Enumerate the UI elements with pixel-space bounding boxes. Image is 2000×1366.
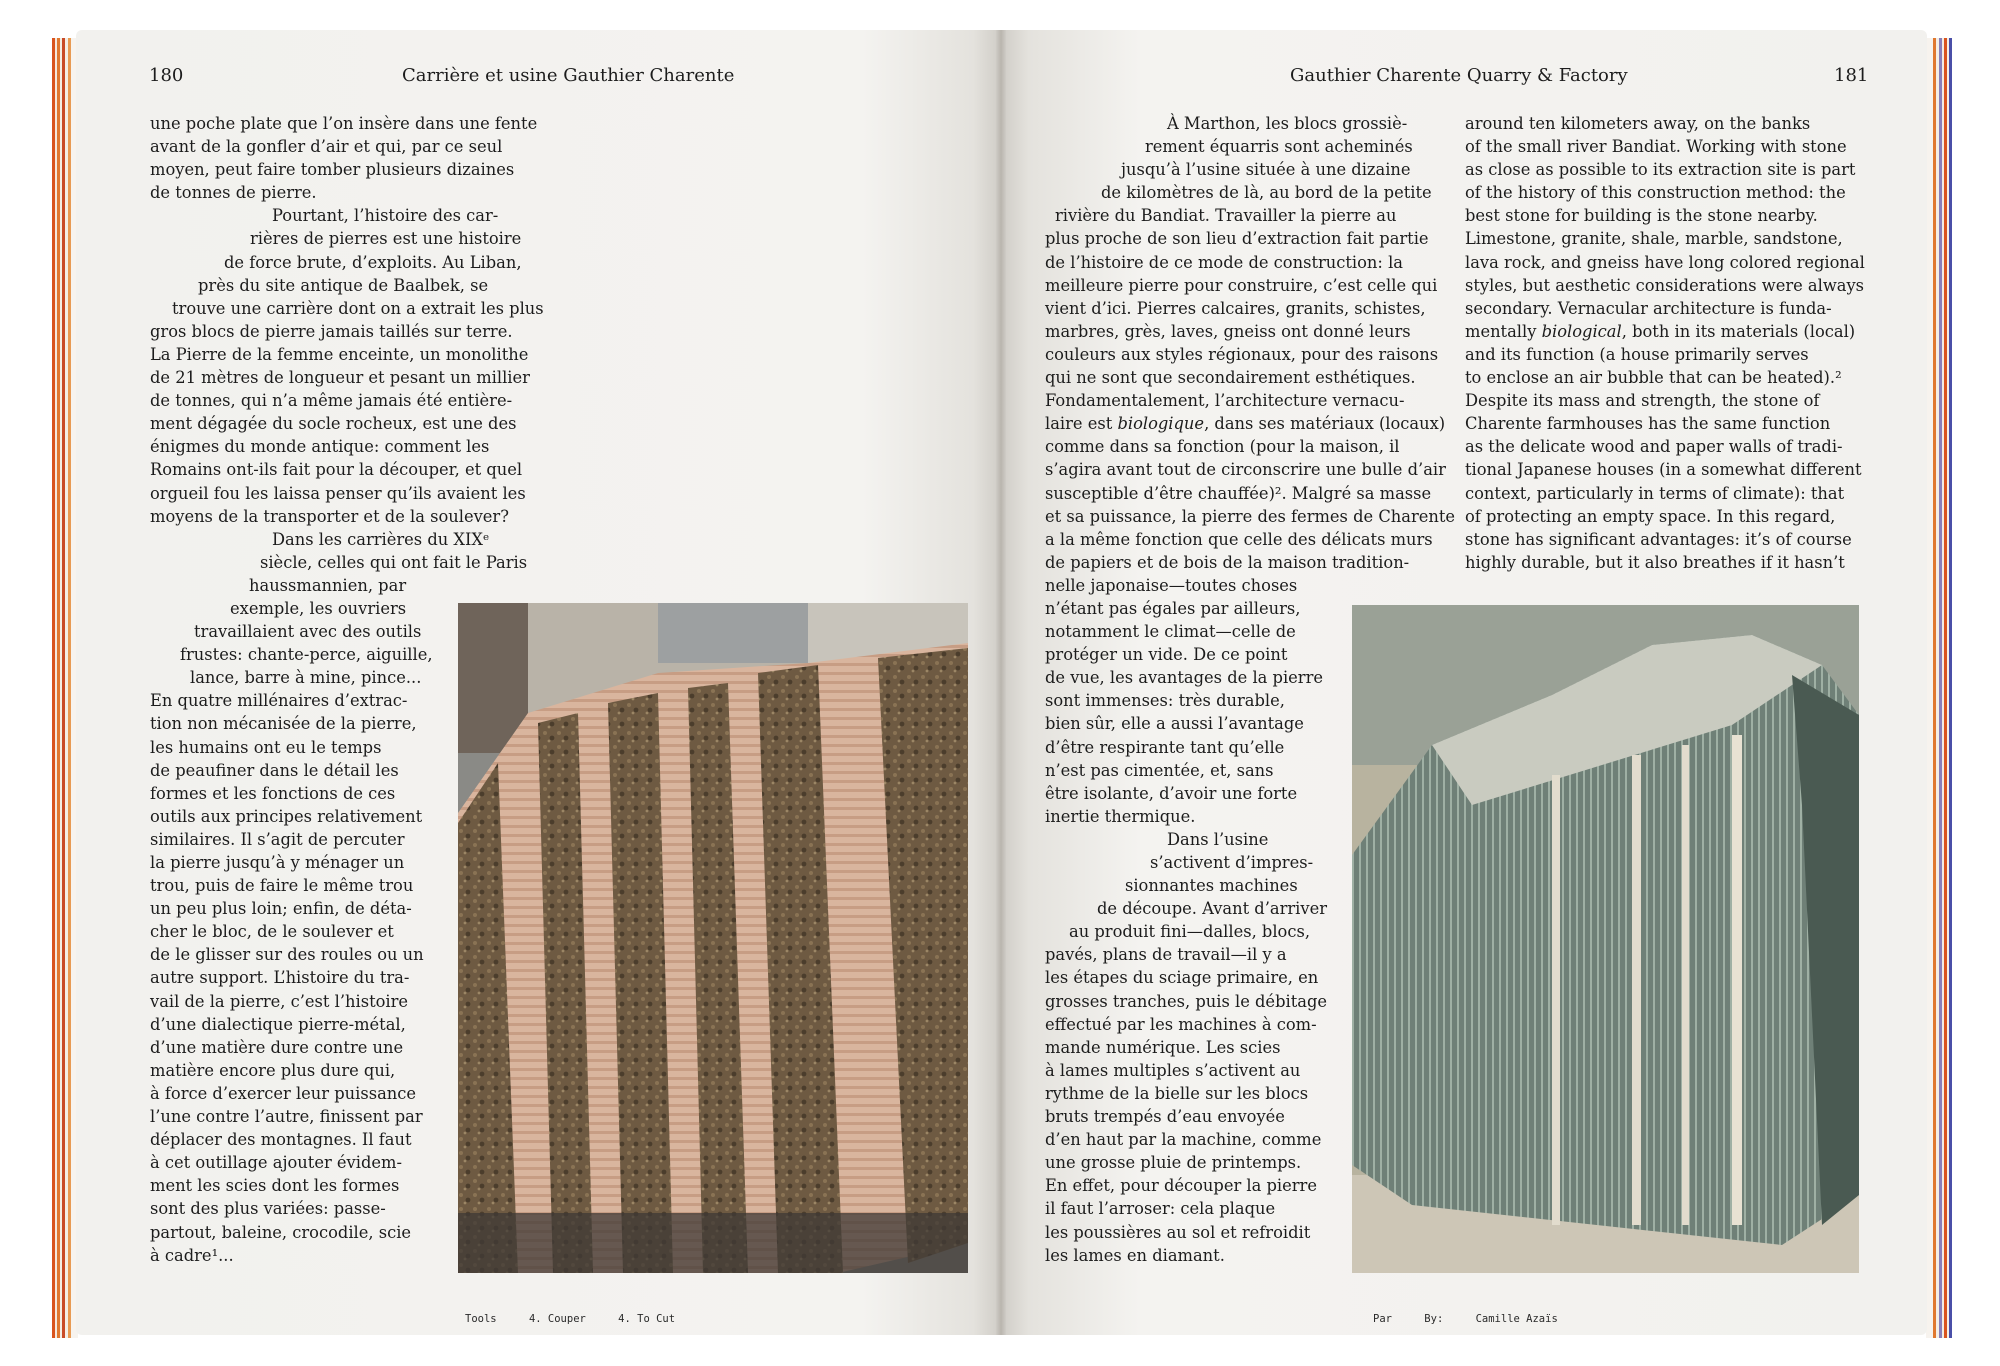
text-line: À Marthon, les blocs grossiè- [1167,114,1408,133]
text-line: rières de pierres est une histoire [250,229,522,249]
text-line: ment dégagée du socle rocheux, est une des [150,414,517,434]
text-line: protéger un vide. De ce point [1045,645,1288,665]
text-line: les humains ont eu le temps [150,737,382,757]
text-line: La Pierre de la femme enceinte, un monolithe [150,344,529,364]
text-line: une grosse pluie de printemps. [1045,1153,1302,1173]
text-line: and its function (a house primarily serves [1465,344,1809,364]
text-line: Limestone, granite, shale, marble, sandstone, [1465,229,1843,249]
text-line: siècle, celles qui ont fait le Paris [260,552,528,572]
photo-sawn-stone-block-brown [458,603,968,1273]
text-line: il faut l’arroser: cela plaque [1045,1199,1276,1219]
text-line: haussmannien, par [249,575,407,595]
text-line: au produit fini—dalles, blocs, [1069,922,1311,942]
text-line: déplacer des montagnes. Il faut [150,1130,412,1150]
text-line: matière encore plus dure qui, [150,1060,396,1080]
footer-par-label: Par [1373,1313,1392,1325]
text-line: Dans les carrières du XIXᵉ [272,529,490,549]
text-line: of the small river Bandiat. Working with stone [1465,137,1847,157]
text-line: de tonnes, qui n’a même jamais été entière- [150,391,513,411]
text-line: highly durable, but it also breathes if it hasn’t [1465,552,1845,572]
text-line: les poussières au sol et refroidit [1045,1222,1311,1242]
text-line: à force d’exercer leur puissance [150,1083,417,1103]
text-line: Charente farmhouses has the same function [1465,414,1831,434]
text-line: susceptible d’être chauffée)². Malgré sa masse [1045,483,1432,503]
text-line: styles, but aesthetic considerations were always [1465,275,1865,295]
text-line: la pierre jusqu’à y ménager un [150,853,405,872]
text-line: de 21 mètres de longueur et pesant un millier [150,368,530,388]
text-line: sont des plus variées: passe- [150,1199,386,1219]
text-line: n’est pas cimentée, et, sans [1045,760,1274,780]
text-line: les étapes du sciage primaire, en [1045,968,1319,988]
text-line: exemple, les ouvriers [230,598,407,618]
text-line: meilleure pierre pour construire, c’est celle qui [1045,275,1438,295]
text-line: Romains ont-ils fait pour la découper, et quel [150,460,523,480]
text-line: nelle japonaise—toutes choses [1045,575,1298,595]
text-line: rement équarris sont acheminés [1145,137,1413,157]
text-line: similaires. Il s’agit de percuter [150,829,405,849]
text-line: rivière du Bandiat. Travailler la pierre au [1055,206,1397,226]
text-line: secondary. Vernacular architecture is funda- [1465,298,1832,318]
text-line: comme dans sa fonction (pour la maison, il [1045,437,1400,457]
text-line: s’agira avant tout de circonscrire une bulle d’air [1045,460,1446,480]
text-line: of the history of this construction method: the [1465,183,1846,203]
left-running-title: Carrière et usine Gauthier Charente [402,65,735,86]
text-line: grosses tranches, puis le débitage [1045,991,1328,1011]
text-line: laire est biologique, dans ses matériaux (locaux) [1045,414,1446,434]
text-line: to enclose an air bubble that can be heated).² [1465,368,1842,388]
text-line: bruts trempés d’eau envoyée [1045,1107,1285,1127]
text-line: En quatre millénaires d’extrac- [150,691,408,711]
text-line: l’une contre l’autre, finissent par [150,1107,423,1127]
footer-by-label: By: [1424,1313,1444,1325]
text-line: autre support. L’histoire du tra- [150,968,410,988]
text-line: En effet, pour découper la pierre [1045,1176,1317,1196]
text-line: les lames en diamant. [1045,1245,1225,1265]
footer-section-label: Tools [465,1313,497,1325]
text-line: n’étant pas égales par ailleurs, [1045,598,1301,618]
text-line: notamment le climat—celle de [1045,622,1296,642]
text-line: a la même fonction que celle des délicats murs [1045,529,1433,549]
text-line: Despite its mass and strength, the stone of [1465,391,1820,411]
text-line: plus proche de son lieu d’extraction fait partie [1045,229,1429,249]
text-line: et sa puissance, la pierre des fermes de Charente [1045,506,1456,526]
footer-author: Camille Azaïs [1475,1313,1558,1325]
text-line: Dans l’usine [1167,829,1269,849]
text-line: de peaufiner dans le détail les [150,760,399,780]
text-line: vail de la pierre, c’est l’histoire [150,991,409,1011]
book-gutter [996,30,1006,1335]
text-line: avant de la gonfler d’air et qui, par ce seul [150,137,503,157]
text-line: sionnantes machines [1125,876,1298,896]
photo-sawn-stone-block-grey [1352,605,1859,1273]
right-footer [1373,1312,1584,1326]
text-line: couleurs aux styles régionaux, pour des raisons [1045,344,1439,364]
text-line: trou, puis de faire le même trou [150,876,414,896]
text-line: best stone for building is the stone nearby. [1465,206,1818,226]
right-page-number: 181 [1834,65,1869,86]
text-line: jusqu’à l’usine située à une dizaine [1121,160,1411,180]
text-line: rythme de la bielle sur les blocs [1045,1083,1309,1103]
text-line: context, particularly in terms of climate): that [1465,483,1845,503]
text-line: vient d’ici. Pierres calcaires, granits, schistes, [1045,298,1426,318]
footer-french-chapter: 4. Couper [528,1313,586,1325]
text-line: inertie thermique. [1045,806,1196,826]
text-line: à lames multiples s’activent au [1045,1060,1301,1080]
text-line: de l’histoire de ce mode de construction: la [1045,252,1403,272]
text-line: de kilomètres de là, au bord de la petite [1101,183,1432,203]
text-line: effectué par les machines à com- [1045,1014,1317,1034]
text-line: cher le bloc, de le soulever et [150,922,394,942]
text-line: énigmes du monde antique: comment les [150,437,490,457]
text-line: de papiers et de bois de la maison tradition- [1045,552,1410,572]
text-line: tion non mécanisée de la pierre, [150,714,417,734]
text-line: trouve une carrière dont on a extrait les plus [172,298,544,318]
text-line: formes et les fonctions de ces [150,783,396,803]
text-line: à cet outillage ajouter évidem- [150,1153,402,1173]
text-line: de vue, les avantages de la pierre [1045,668,1323,688]
text-line: travaillaient avec des outils [194,622,422,642]
text-line: moyens de la transporter et de la soulever? [150,506,509,526]
text-line: de tonnes de pierre. [150,183,317,203]
text-line: mentally biological, both in its materials (local) [1465,321,1856,341]
text-line: stone has significant advantages: it’s of course [1465,529,1852,549]
text-line: d’être respirante tant qu’elle [1045,737,1285,757]
text-line: d’une dialectique pierre-métal, [150,1014,406,1034]
text-line: près du site antique de Baalbek, se [198,275,489,295]
text-line: bien sûr, elle a aussi l’avantage [1045,714,1304,734]
text-line: de force brute, d’exploits. Au Liban, [224,252,522,272]
text-line: de découpe. Avant d’arriver [1097,899,1328,919]
right-running-title: Gauthier Charente Quarry & Factory [1290,65,1628,86]
text-line: ment les scies dont les formes [150,1176,400,1196]
left-page-edge [52,38,78,1338]
text-line: sont immenses: très durable, [1045,691,1285,711]
text-line: Fondamentalement, l’architecture vernacu- [1045,391,1405,411]
text-line: orgueil fou les laissa penser qu’ils avaient les [150,483,526,503]
footer-english-chapter: 4. To Cut [618,1313,676,1325]
text-line: as close as possible to its extraction site is part [1465,160,1856,180]
left-footer [465,1312,701,1326]
text-line: as the delicate wood and paper walls of tradi- [1465,437,1843,457]
text-line: frustes: chante-perce, aiguille, [180,645,433,665]
text-line: moyen, peut faire tomber plusieurs dizaines [150,160,515,180]
right-page-edge [1926,38,1952,1338]
left-page-number: 180 [149,65,184,86]
text-line: around ten kilometers away, on the banks [1465,114,1811,133]
text-line: of protecting an empty space. In this regard, [1465,506,1836,526]
text-line: pavés, plans de travail—il y a [1045,945,1287,965]
english-text-column [1465,112,1865,574]
text-line: lance, barre à mine, pince... [190,668,422,688]
text-line: gros blocs de pierre jamais taillés sur terre. [150,321,513,341]
text-line: tional Japanese houses (in a somewhat different [1465,460,1862,480]
text-line: qui ne sont que secondairement esthétiques. [1045,368,1416,388]
text-line: une poche plate que l’on insère dans une fente [150,114,538,133]
text-line: lava rock, and gneiss have long colored regional [1465,252,1865,272]
text-line: outils aux principes relativement [150,806,423,826]
text-line: Pourtant, l’histoire des car- [272,206,499,226]
text-line: marbres, grès, laves, gneiss ont donné leurs [1045,321,1411,341]
text-line: un peu plus loin; enfin, de déta- [150,899,412,919]
text-line: d’une matière dure contre une [150,1037,404,1057]
text-line: d’en haut par la machine, comme [1045,1130,1322,1150]
text-line: de le glisser sur des roules ou un [150,945,424,965]
text-line: être isolante, d’avoir une forte [1045,783,1298,803]
text-line: à cadre¹... [150,1245,234,1265]
text-line: s’activent d’impres- [1150,853,1314,872]
text-line: partout, baleine, crocodile, scie [150,1222,412,1242]
text-line: mande numérique. Les scies [1045,1037,1281,1057]
